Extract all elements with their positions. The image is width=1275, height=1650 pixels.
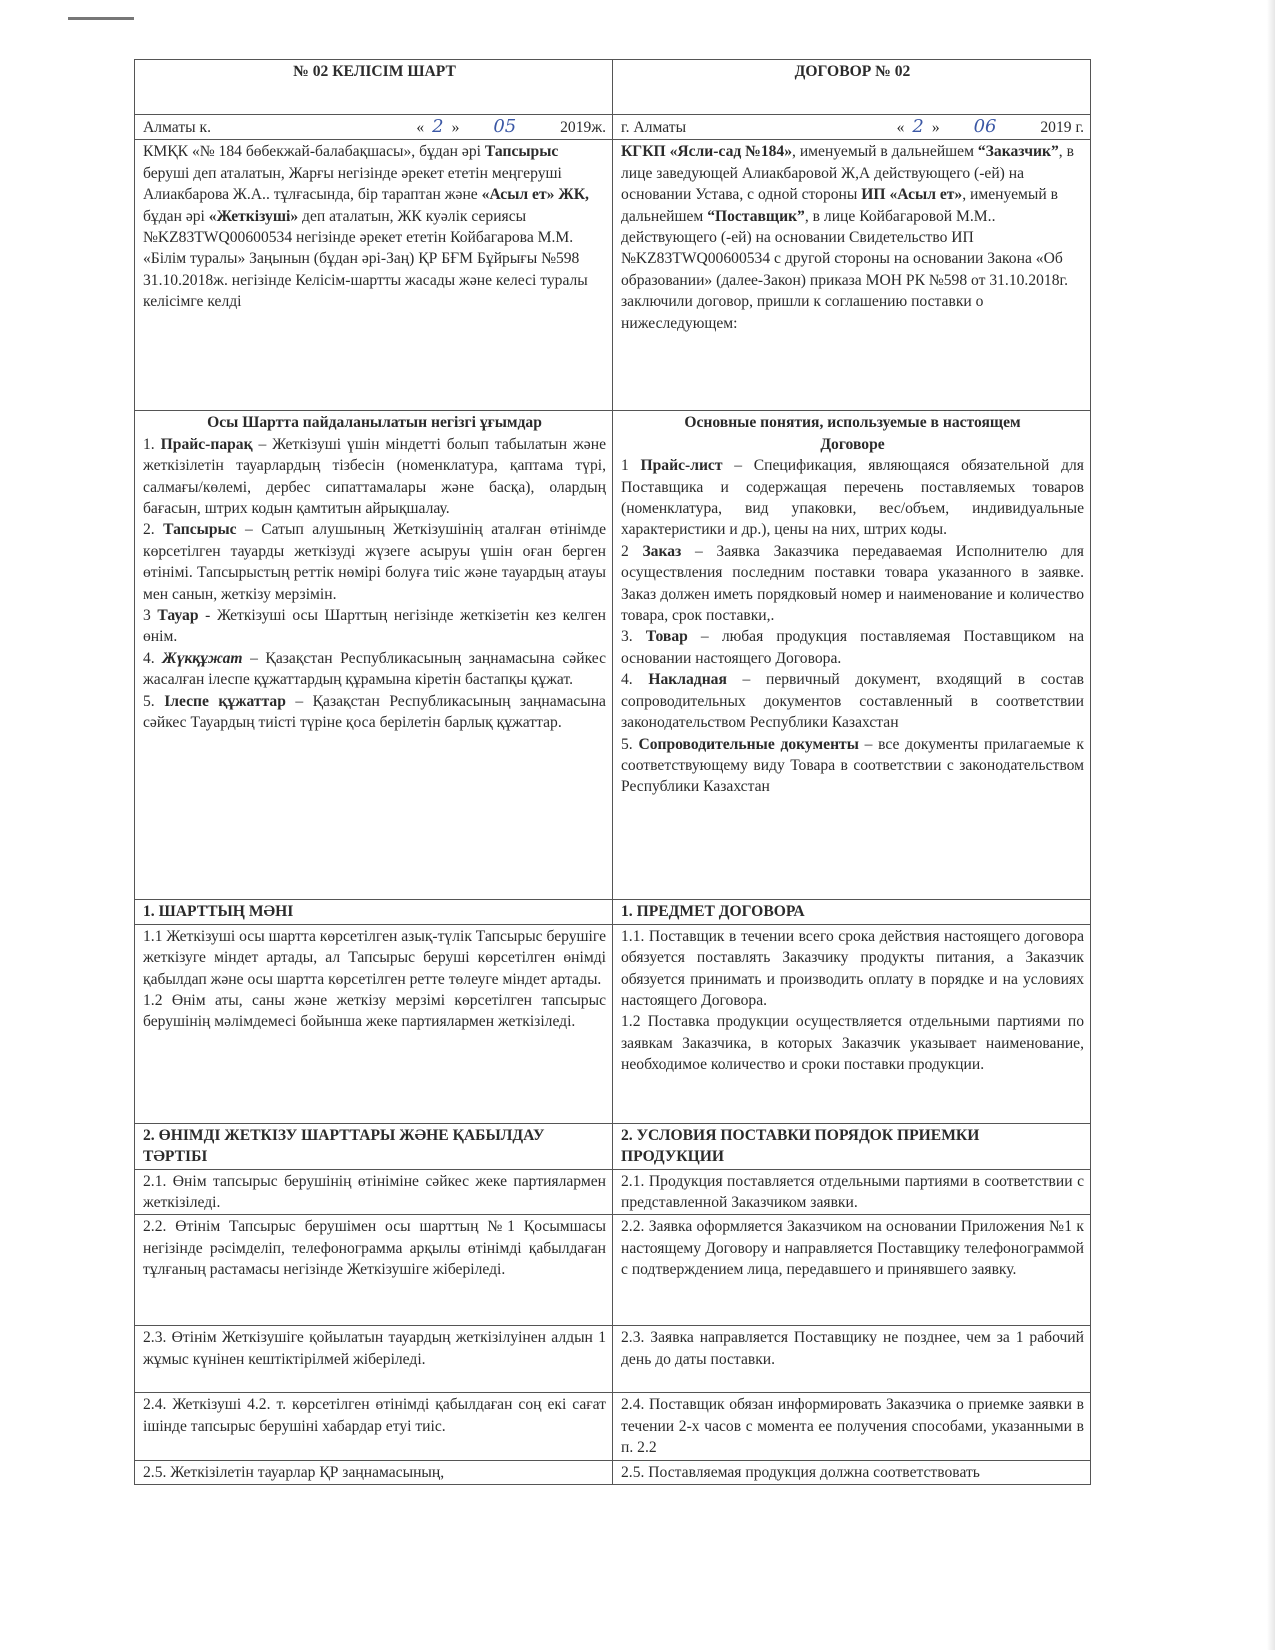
ru-concept-dash: – [858,735,879,753]
kz-concept-term: Тапсырыс [163,521,237,539]
section1-title-row [135,900,1091,924]
kz-concepts-list [143,434,606,734]
kz-concept-number: 2. [143,521,155,539]
kz-concept-definition: Қазақстан Республикасының заңнамасына сәйкес Тауардың тиісті түріне қоса берілетін барлық құжаттар. [143,692,606,732]
kz-date-open: « [416,119,425,136]
ru-clause-2-2: 2.2. Заявка оформляется Заказчиком на основании Приложения №1 к настоящему Договору и направляется Поставщику телефонограммой с подтверждением лица, передавшего и принявшего заявку. [613,1215,1091,1326]
ru-concept-dash: – [722,457,754,475]
ru-clause-1-1: 1.1. Поставщик в течении всего срока действия настоящего договора обязуется поставлять Заказчику продукты питания, а Заказчик обязуется принимать и производить оплату в порядке и на условиях настоящего Договора. [621,927,1084,1010]
ru-preamble-bold-3: ИП «Асыл ет» [861,186,963,204]
kz-day-handwritten: 2 [432,116,444,137]
concepts-row [135,411,1091,900]
ru-concept-term: Накладная [648,671,727,689]
kz-clause-2-5: 2.5. Жеткізілетін тауарлар ҚР заңнамасының, [135,1460,613,1484]
kz-concept-definition: Қазақстан Республикасының заңнамасына сәйкес жасалған ілеспе құжаттардың құрамына кіретін бастапқы құжат. [143,649,606,689]
section2-row-1 [135,1169,1091,1215]
kz-month-handwritten: 05 [493,116,517,137]
kz-concept-item [143,605,606,648]
ru-concept-definition: Заявка Заказчика передаваемая Исполнителю для осуществления последним поставки товара указанного в заявке. Заказ должен иметь порядковый номер и наименование и количество товара, срок поставки,. [621,542,1084,625]
section2-row-3 [135,1326,1091,1393]
ru-concept-item [621,455,1084,541]
kz-concept-dash: - [198,607,217,625]
kz-preamble-text-4: деп аталатын, ЖК куәлік сериясы №KZ83TWQ00600534 негізінде әрекет ететін Койбагарова М.М. «Білім туралы» Заңынын (бұдан әрі-Заң) ҚР БҒМ Бұйрығы №598 31.10.2018ж. негізінде Келісім-шартты жасады және келесі туралы келісімге келді [143,207,588,311]
ru-preamble-text-2: , в лице заведующей Алиакбаровой Ж,А действующего (-ей) на основании Устава, с одной стороны [621,143,1074,204]
ru-date-open: « [896,119,905,136]
kz-clause-2-2: 2.2. Өтінім Тапсырыс берушімен осы шарттың №1 Қосымшасы негізінде рәсімделіп, телефонограмма арқылы өтінімді қабылдаған тұлғаның растамасы негізінде Жеткізушіге жіберіледі. [135,1215,613,1326]
ru-clause-2-3: 2.3. Заявка направляется Поставщику не позднее, чем за 1 рабочий день до даты поставки. [613,1326,1091,1393]
ru-concept-item [621,541,1084,627]
kz-section1-title: 1. ШАРТТЫҢ МӘНІ [135,900,613,924]
kz-concept-dash: – [252,435,273,453]
ru-concept-term: Товар [645,628,688,646]
contract-table [134,59,1091,1485]
kz-city-date [135,115,613,140]
kz-preamble-bold-2: «Асыл ет» ЖК, [481,186,589,204]
ru-concept-number: 4. [621,671,633,689]
kz-clause-2-4: 2.4. Жеткізуші 4.2. т. көрсетілген өтінімді қабылдаған соң екі сағат ішінде тапсырыс берушіні хабардар етуі тиіс. [135,1393,613,1460]
ru-day-handwritten: 2 [912,116,924,137]
kz-date [416,116,606,138]
ru-clause-2-1: 2.1. Продукция поставляется отдельными партиями в соответствии с представленной Заказчиком заявки. [613,1169,1091,1215]
ru-concept-term: Заказ [642,542,682,560]
ru-clause-1-2: 1.2 Поставка продукции осуществляется отдельными партиями по заявкам Заказчика, в которых Заказчик указывает наименование, необходимое количество и сроки поставки продукции. [621,1013,1084,1074]
ru-concept-definition: Спецификация, являющаяся обязательной для Поставщика и содержащая перечень поставляемых товаров (номенклатура, вид упаковки, вес/объем, индивидуальные характеристики и др.), цены на них, штрих коды. [621,457,1084,539]
ru-date-close: » [931,119,940,136]
kz-section1-content [135,924,613,1123]
ru-preamble-text-4: , в лице Койбагаровой М.М.. действующего (-ей) на основании Свидетельство ИП №KZ83TWQ00600534 с другой стороны на основании Закона «Об образовании» (далее-Закон) приказа МОН РК №598 от 31.10.2018г. заключили договор, пришли к соглашению поставки о нижеследующем: [621,207,1069,332]
ru-preamble-text-3: , именуемый в дальнейшем [621,186,1058,225]
ru-concept-number: 5. [621,735,633,753]
section2-row-4 [135,1393,1091,1460]
kz-concept-term: Прайс-парақ [160,435,253,453]
kz-concepts [135,411,613,900]
ru-concept-item [621,626,1084,669]
ru-concept-definition: первичный документ, входящий в состав сопроводительных документов составленный в соответствии законодательством Республики Казахстан [621,671,1085,732]
ru-concepts-list [621,455,1084,798]
kz-concept-definition: Сатып алушының Жеткізушінің аталған өтінімде көрсетілген тауарды жеткізуді жүзеге асыруы үшін оған берген өтінімі. Тапсырыстың реттік нөмірі болуға тиіс және тауардың атауы мен санын, жеткізу мерзімін. [143,521,607,603]
ru-concept-dash: – [726,671,766,689]
kz-concept-definition: Жеткізуші үшін міндетті болып табылатын және жеткізілетін тауарлардың тізбесін (номенклатура, қаптама түрі, салмағы/көлемі, дербес сипаттамалары және басқа), олардың бағасын, штрих кодын қамтитын айрықшалау. [143,435,606,518]
kz-preamble-text-2: беруші деп аталатын, Жарғы негізінде әрекет ететін меңгеруші Алиакбарова Ж.А.. тұлғасында, бір тараптан және [143,164,562,204]
kz-preamble-bold-1: Тапсырыс [484,143,559,161]
kz-preamble [135,140,613,411]
scan-artifact-line [68,17,134,20]
kz-date-close: » [451,119,460,136]
kz-concept-definition: Жеткізуші осы Шарттың негізінде жеткізетін кез келген өнім. [143,607,606,646]
ru-concept-item [621,734,1084,798]
section1-content-row [135,924,1091,1123]
ru-concepts [613,411,1091,900]
kz-clause-2-1: 2.1. Өнім тапсырыс берушінің өтініміне сәйкес жеке партиялармен жеткізіледі. [135,1169,613,1215]
ru-preamble-bold-2: “Заказчик” [977,143,1059,161]
kz-preamble-text-1: КМҚК «№ 184 бөбекжай-балабақшасы», бұдан әрі [143,143,485,161]
city-date-row [135,115,1091,140]
kz-concepts-title: Осы Шартта пайдаланылатын негізгі ұғымдар [207,414,542,432]
ru-clause-2-4: 2.4. Поставщик обязан информировать Заказчика о приемке заявки в течении 2-х часов с момента ее получения способами, указанными в п. 2.2 [613,1393,1091,1460]
ru-concept-term: Сопроводительные документы [638,735,859,753]
ru-concept-term: Прайс-лист [640,457,723,475]
kz-clause-1-2: 1.2 Өнім аты, саны және жеткізу мерзімі көрсетілген тапсырыс берушінің мәлімдемесі бойынша жеке партиялармен жеткізіледі. [143,992,606,1031]
ru-concepts-title: Основные понятия, используемые в настоящем Договоре [684,414,1021,453]
kz-title: № 02 КЕЛІСІМ ШАРТ [135,60,613,115]
kz-concept-dash: – [236,521,262,539]
kz-preamble-bold-3: «Жеткізуші» [208,207,299,225]
ru-concept-item [621,669,1084,733]
section2-row-2 [135,1215,1091,1326]
ru-year: 2019 г. [1040,119,1084,136]
section2-row-5 [135,1460,1091,1484]
kz-concept-item [143,519,606,605]
ru-title: ДОГОВОР № 02 [613,60,1091,115]
kz-concept-number: 5. [143,692,155,710]
ru-concept-dash: – [687,628,722,646]
kz-concept-item [143,691,606,734]
ru-concept-number: 2 [621,542,629,560]
kz-clause-1-1: 1.1 Жеткізуші осы шартта көрсетілген азық-түлік Тапсырыс берушіге жеткізуге міндет артады, ал Тапсырыс беруші көрсетілген өнімді қабылдап және осы шартта көрсетілген ретте төлеуге міндет артады. [143,927,606,988]
ru-preamble-text-1: , именуемый в дальнейшем [792,143,978,161]
kz-concept-number: 4. [143,649,155,667]
kz-concept-term: Тауар [157,607,199,625]
ru-preamble [613,140,1091,411]
ru-city: г. Алматы [621,119,687,136]
kz-section2-title: 2. ӨНІМДІ ЖЕТКІЗУ ШАРТТАРЫ ЖӘНЕ ҚАБЫЛДАУ ТӘРТІБІ [135,1123,613,1169]
kz-year: 2019ж. [560,119,606,136]
section2-title-row [135,1123,1091,1169]
kz-preamble-text-3: бұдан әрі [143,207,209,225]
preamble-row [135,140,1091,411]
kz-concept-item [143,434,606,520]
kz-clause-2-3: 2.3. Өтінім Жеткізушіге қойылатын тауардың жеткізілуінен алдын 1 жұмыс күнінен кештіктірілмей жіберіледі. [135,1326,613,1393]
ru-date [897,116,1084,138]
kz-concept-term: Жүкқұжат [162,649,243,667]
ru-concept-definition: все документы прилагаемые к соответствующему виду Товара в соответствии с законодательством Республики Казахстан [621,735,1084,796]
scan-edge-shadow [1267,0,1275,1650]
kz-concept-dash: – [242,649,266,667]
ru-concept-number: 3. [621,628,633,646]
ru-section2-title: 2. УСЛОВИЯ ПОСТАВКИ ПОРЯДОК ПРИЕМКИ ПРОДУКЦИИ [613,1123,1091,1169]
kz-city: Алматы к. [143,119,211,136]
ru-concept-number: 1 [621,457,629,475]
ru-preamble-bold-4: “Поставщик” [707,207,805,225]
ru-section1-title: 1. ПРЕДМЕТ ДОГОВОРА [613,900,1091,924]
kz-concept-dash: – [285,692,313,710]
kz-concept-term: Ілеспе құжаттар [164,692,286,710]
kz-concept-number: 3 [143,607,151,625]
title-row [135,60,1091,115]
ru-concept-definition: любая продукция поставляемая Поставщиком на основании настоящего Договора. [621,628,1085,667]
kz-concept-number: 1. [143,435,155,453]
ru-city-date [613,115,1091,140]
kz-concept-item [143,648,606,691]
ru-concept-dash: – [681,542,717,560]
ru-section1-content [613,924,1091,1123]
ru-clause-2-5: 2.5. Поставляемая продукция должна соответствовать [613,1460,1091,1484]
ru-month-handwritten: 06 [973,116,997,137]
ru-preamble-bold-1: КГКП «Ясли-сад №184» [621,143,793,161]
